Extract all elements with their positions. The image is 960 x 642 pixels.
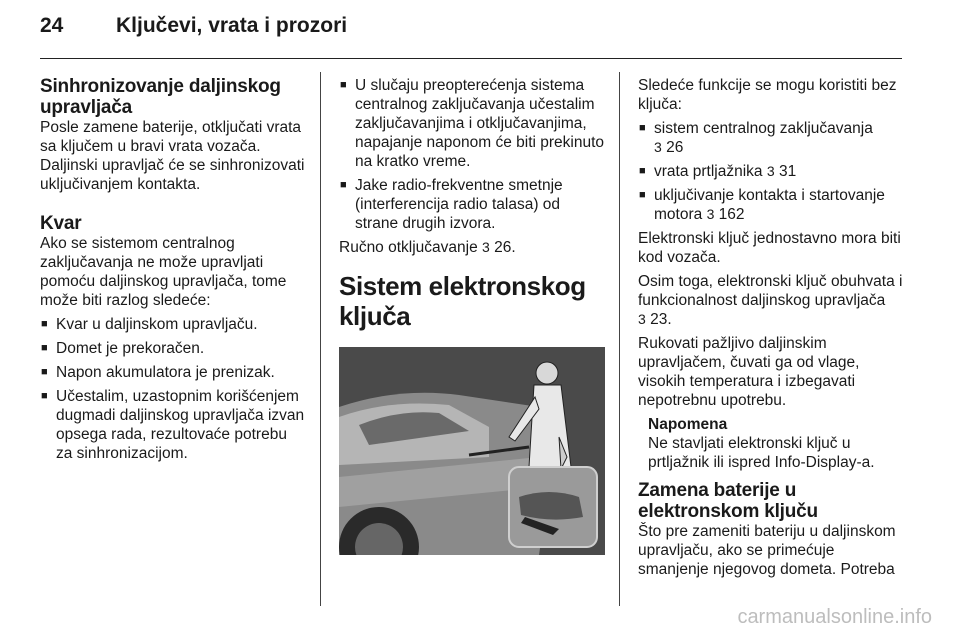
list-item: ■ Napon akumulatora je prenizak. [40, 363, 306, 382]
arrow-ref-icon: 3 [654, 139, 662, 155]
note-text: Ne stavljati elektronski ključ u prtljažnik ili ispred Info-Display-a. [648, 435, 875, 471]
column-divider-2 [619, 72, 620, 606]
arrow-ref-icon: 3 [706, 206, 715, 222]
page-ref-link[interactable]: 3 31 [766, 163, 797, 180]
list-item: ■ Domet je prekoračen. [40, 339, 306, 358]
list-item: ■ U slučaju preopterećenja sistema centralnog zaključavanja učestalim zaključavanjima i otključavanjima, napajanje naponom će biti prekinuto na kratko vreme. [339, 76, 605, 171]
heading-electronic-key: Sistem elektronskog ključa [339, 271, 586, 331]
para-sync: Posle zamene baterije, otključati vrata sa ključem u bravi vrata vozača. Daljinski upravljač će se sinhronizovati uključivanjem kontakta. [40, 119, 305, 193]
electronic-key-illustration [339, 347, 605, 555]
page-title: Ključevi, vrata i prozori [116, 14, 348, 37]
header-rule [40, 58, 902, 59]
para-fault: Ako se sistemom centralnog zaključavanja ne može upravljati pomoću daljinskog upravljača, tome može biti razlog sledeće: [40, 235, 287, 309]
page-ref-link[interactable]: 3 26 [654, 139, 684, 156]
heading-fault: Kvar [40, 213, 82, 234]
watermark: carmanualsonline.info [737, 606, 932, 628]
list-item: ■ Učestalim, uzastopnim korišćenjem dugmadi daljinskog upravljača izvan opsega rada, rezultovaće potrebu za sinhronizacijom. [40, 387, 306, 463]
heading-sync: Sinhronizovanje daljinskog upravljača [40, 76, 281, 118]
column-divider-1 [320, 72, 321, 606]
page-header [40, 14, 347, 38]
list-item: ■ Kvar u daljinskom upravljaču. [40, 315, 306, 334]
note-box [648, 415, 904, 472]
note-title: Napomena [648, 416, 728, 433]
para-key-with-driver: Elektronski ključ jednostavno mora biti kod vozača. [638, 230, 901, 266]
column-3 [638, 76, 904, 584]
page-ref-link[interactable]: 3 23. [638, 311, 672, 328]
page-ref-link[interactable]: 3 162 [706, 206, 745, 223]
column-2 [339, 76, 605, 555]
para-remote-function: Osim toga, elektronski ključ obuhvata i funkcionalnost daljinskog upravljača 3 23. [638, 273, 903, 328]
para-battery: Što pre zameniti bateriju u daljinskom upravljaču, ako se primećuje smanjenje njegovog dometa. Potreba [638, 523, 896, 578]
arrow-ref-icon: 3 [482, 239, 490, 255]
manual-unlock-ref[interactable]: Ručno otključavanje 3 26. [339, 239, 516, 256]
fault-list-cont [339, 76, 605, 233]
para-handle-carefully: Rukovati pažljivo daljinskim upravljačem, čuvati ga od vlage, visokih temperatura i izbegavati nepotrebnu upotrebu. [638, 335, 860, 409]
list-item: ■ Jake radio-frekventne smetnje (interferencija radio talasa) od strane drugih izvora. [339, 176, 605, 233]
functions-list [638, 119, 904, 224]
heading-battery-replacement: Zamena baterije u elektronskom ključu [638, 480, 818, 522]
list-item: ■ sistem centralnog zaključavanja 3 26 [638, 119, 904, 157]
column-1 [40, 76, 306, 468]
fault-list [40, 315, 306, 463]
list-item: ■ uključivanje kontakta i startovanje motora 3 162 [638, 186, 904, 224]
page-number: 24 [40, 14, 64, 37]
para-functions-intro: Sledeće funkcije se mogu koristiti bez ključa: [638, 77, 897, 113]
arrow-ref-icon: 3 [766, 163, 775, 179]
list-item: ■ vrata prtljažnika 3 31 [638, 162, 904, 181]
arrow-ref-icon: 3 [638, 311, 646, 327]
